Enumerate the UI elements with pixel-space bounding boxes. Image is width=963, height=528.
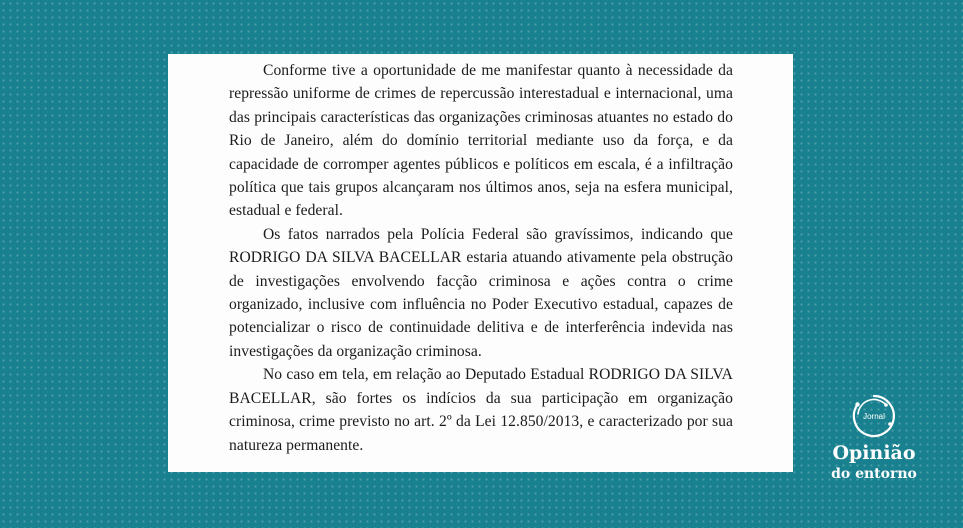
logo-title: Opinião bbox=[832, 442, 916, 464]
jornal-badge-icon bbox=[850, 392, 898, 440]
paragraph-3: No caso em tela, em relação ao Deputado Estadual RODRIGO DA SILVA BACELLAR, são fortes os indícios da sua participação em organização criminosa, crime previsto no art. 2º da Lei 12.850/2013, e caracterizado por sua natureza permanente. bbox=[229, 366, 733, 454]
paragraph-1: Conforme tive a oportunidade de me manifestar quanto à necessidade da repressão uniforme de crimes de repercussão interestadual e internacional, uma das principais características das organizações criminosas atuantes no estado do Rio de Janeiro, além do domínio territorial mediante uso da força, e da capacidade de corromper agentes públicos e políticos em escala, é a infiltração política que tais grupos alcançaram nos últimos anos, seja na esfera municipal, estadual e federal. bbox=[229, 62, 733, 220]
paragraph-2: Os fatos narrados pela Polícia Federal são gravíssimos, indicando que RODRIGO DA SILVA BACELLAR estaria atuando ativamente pela obstrução de investigações envolvendo facção criminosa e ações contra o crime organizado, inclusive com influência no Poder Executivo estadual, capazes de potencializar o risco de continuidade delitiva e de interferência indevida nas investigações da organização criminosa. bbox=[229, 225, 733, 360]
logo-subtitle: do entorno bbox=[831, 466, 917, 482]
logo-badge-label: Jornal bbox=[863, 412, 885, 421]
document-excerpt bbox=[168, 54, 793, 472]
opiniao-logo bbox=[818, 392, 930, 492]
